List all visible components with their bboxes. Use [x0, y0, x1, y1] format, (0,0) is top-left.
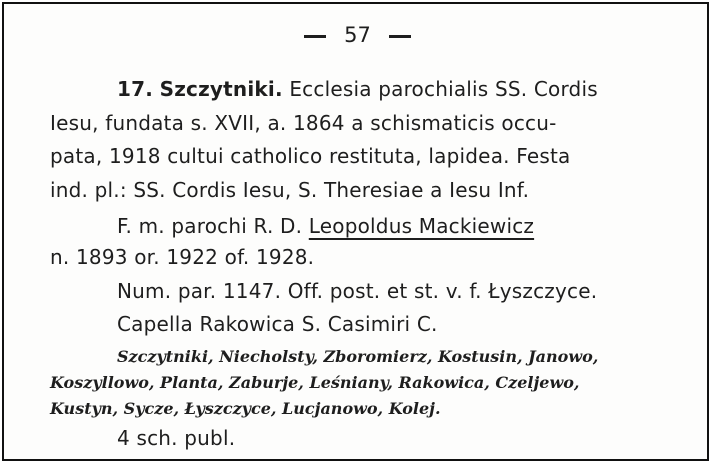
- parish-priest-name: Leopoldus Mackiewicz: [308, 214, 535, 238]
- right-dash: [389, 35, 411, 38]
- entry-title-line: [117, 77, 598, 101]
- parish-priest-line: [117, 214, 534, 238]
- entry-number: 17.: [117, 77, 154, 101]
- entry-description-line-2: Iesu, fundata s. XVII, a. 1864 a schismaticis occu-: [50, 111, 557, 135]
- parish-priest-prefix: F. m. parochi R. D.: [117, 214, 303, 238]
- entry-description-line-4: ind. pl.: SS. Cordis Iesu, S. Theresiae a Iesu Inf.: [50, 178, 530, 202]
- document-page: [2, 2, 709, 461]
- entry-name: Szczytniki.: [159, 77, 283, 101]
- villages-line-3: Kustyn, Sycze, Łyszczyce, Lucjanowo, Kolej.: [50, 399, 441, 418]
- priest-dates-line: n. 1893 or. 1922 of. 1928.: [50, 245, 315, 269]
- page-header: [4, 22, 711, 48]
- schools-line: 4 sch. publ.: [117, 426, 236, 450]
- villages-line-2: Koszyllowo, Planta, Zaburje, Leśniany, Rakowica, Czeljewo,: [50, 373, 580, 392]
- page-number: 57: [344, 23, 371, 47]
- villages-line-1: Szczytniki, Niecholsty, Zboromierz, Kostusin, Janowo,: [117, 347, 599, 366]
- entry-description-line-3: pata, 1918 cultui catholico restituta, lapidea. Festa: [50, 144, 571, 168]
- left-dash: [304, 35, 326, 38]
- entry-description-line-1: Ecclesia parochialis SS. Cordis: [289, 77, 598, 101]
- chapel-line: Capella Rakowica S. Casimiri C.: [117, 312, 438, 336]
- stats-line: Num. par. 1147. Off. post. et st. v. f. Łyszczyce.: [117, 279, 598, 303]
